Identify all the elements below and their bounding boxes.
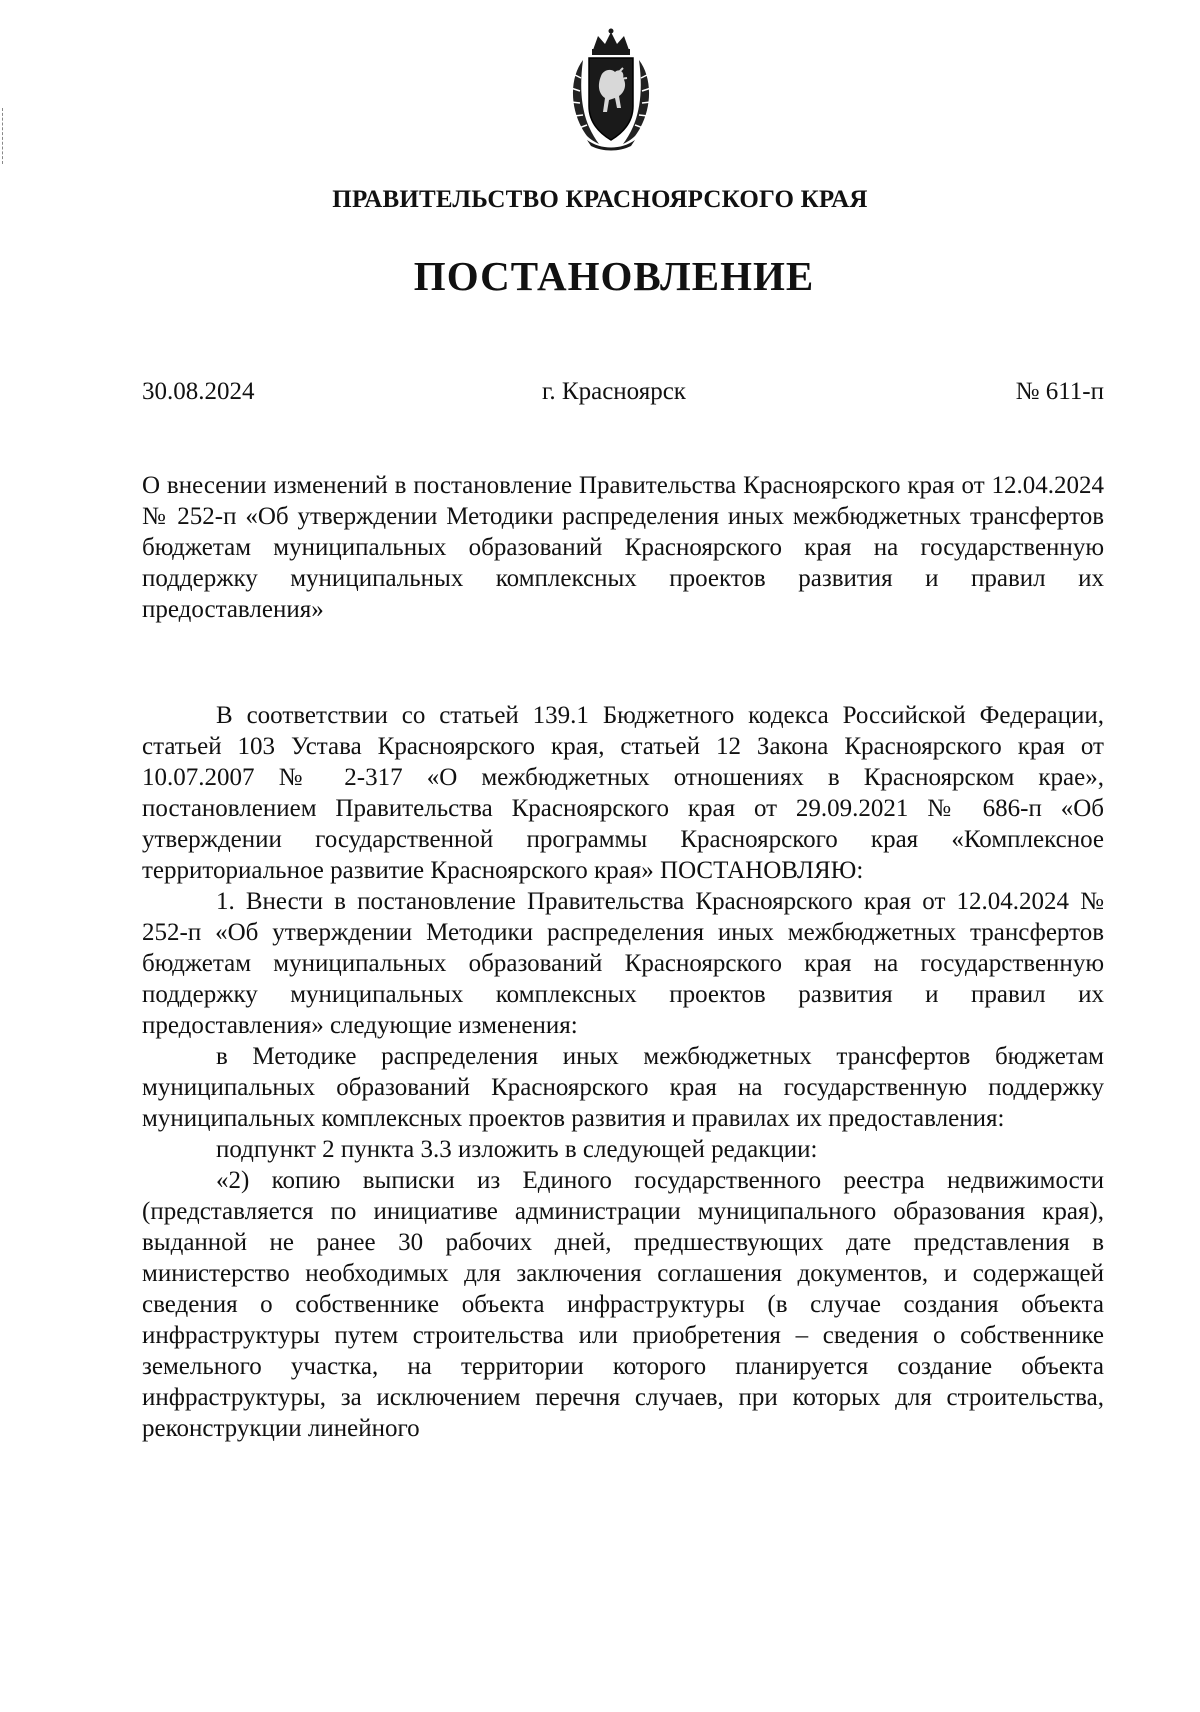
body-paragraph-quote: «2) копию выписки из Единого государственного реестра недвижимости (представляется по инициативе администрации муниципального образования края), выданной не ранее 30 рабочих дней, предшествующих дате представления в министерство необходимых для заключения соглашения документов, и содержащей сведения о собственнике объекта инфраструктуры (в случае создания объекта инфраструктуры путем строительства или приобретения – сведения о собственнике земельного участка, на территории которого планируется создание объекта инфраструктуры, за исключением перечня случаев, при которых для строительства, реконструкции линейного: [142, 1167, 1104, 1442]
document-type-heading: ПОСТАНОВЛЕНИЕ: [413, 253, 815, 299]
body-paragraph-item-1: 1. Внести в постановление Правительства Красноярского края от 12.04.2024 № 252-п «Об утверждении Методики распределения иных межбюджетных трансфертов бюджетам муниципальных образований Красноярского края на государственную поддержку муниципальных комплексных проектов развития и правил их предоставления» следующие изменения:: [142, 888, 1104, 1039]
document-date: 30.08.2024: [142, 378, 255, 405]
scan-edge-marks: [2, 108, 5, 164]
document-body: [142, 700, 1104, 1444]
document-title: О внесении изменений в постановление Правительства Красноярского края от 12.04.2024 № 252-п «Об утверждении Методики распределения иных межбюджетных трансфертов бюджетам муниципальных образований Красноярского края на государственную поддержку муниципальных комплексных проектов развития и правил их предоставления»: [142, 472, 1104, 623]
document-city: г. Красноярск: [542, 378, 686, 405]
issuing-authority: ПРАВИТЕЛЬСТВО КРАСНОЯРСКОГО КРАЯ: [332, 186, 868, 213]
body-paragraph-preamble: В соответствии со статьей 139.1 Бюджетного кодекса Российской Федерации, статьей 103 Устава Красноярского края, статьей 12 Закона Красноярского края от 10.07.2007 № 2-317 «О межбюджетных отношениях в Красноярском крае», постановлением Правительства Красноярского края от 29.09.2021 № 686-п «Об утверждении государственной программы Красноярского края «Комплексное территориальное развитие Красноярского края» ПОСТАНОВЛЯЮ:: [142, 702, 1104, 884]
document-number: № 611-п: [1015, 378, 1104, 405]
body-paragraph-subpoint: подпункт 2 пункта 3.3 изложить в следующей редакции:: [216, 1136, 818, 1163]
body-paragraph-methodology: в Методике распределения иных межбюджетных трансфертов бюджетам муниципальных образований Красноярского края на государственную поддержку муниципальных комплексных проектов развития и правилах их предоставления:: [142, 1043, 1104, 1132]
coat-of-arms-icon: [565, 28, 657, 152]
